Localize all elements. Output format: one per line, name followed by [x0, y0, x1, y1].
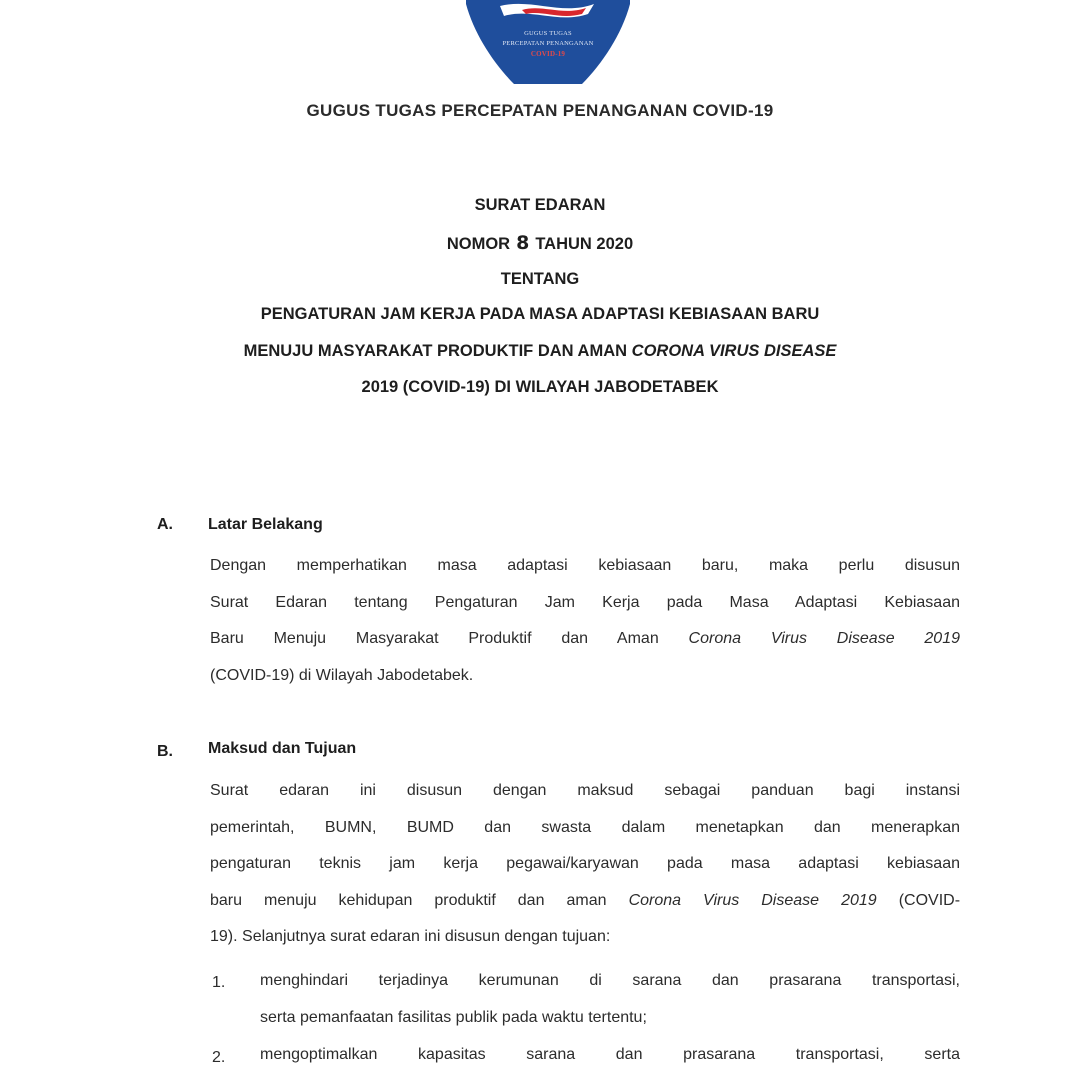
section-a-line-4: (COVID-19) di Wilayah Jabodetabek. [210, 666, 474, 684]
section-a-line-2: Surat Edaran tentang Pengaturan Jam Kerja pada Masa Adaptasi Kebiasaan [210, 593, 960, 611]
logo-text-line2: PERCEPATAN PENANGANAN [502, 40, 594, 47]
section-b-line-3: pengaturan teknis jam kerja pegawai/karyawan pada masa adaptasi kebiasaan [210, 855, 960, 872]
section-b-line-4 [210, 883, 960, 920]
section-b-line-5: 19). Selanjutnya surat edaran ini disusun dengan tujuan: [210, 928, 611, 945]
section-b-line-4c: (COVID- [898, 891, 961, 909]
list-item-1 [260, 963, 960, 1036]
organization-name: GUGUS TUGAS PERCEPATAN PENANGANAN COVID-19 [306, 101, 774, 120]
title-line-3: 2019 (COVID-19) DI WILAYAH JABODETABEK [361, 378, 719, 396]
section-a-line-3b: Corona Virus Disease 2019 [688, 630, 960, 647]
title-line-1: PENGATURAN JAM KERJA PADA MASA ADAPTASI KEBIASAAN BARU [260, 305, 820, 323]
section-a-paragraph [210, 548, 960, 694]
section-a-line-3a: Baru Menuju Masyarakat Produktif dan Aman [210, 630, 659, 647]
section-b-line-4a: baru menuju kehidupan produktif dan aman [210, 891, 607, 909]
title-line-2 [0, 342, 1080, 361]
section-b-line-1: Surat edaran ini disusun dengan maksud sebagai panduan bagi instansi [210, 782, 960, 799]
list-item-2-line-1: mengoptimalkan kapasitas sarana dan prasarana transportasi, serta [260, 1046, 960, 1063]
number-value: 8 [516, 232, 530, 254]
document-number [0, 232, 1080, 254]
number-suffix: TAHUN 2020 [535, 235, 634, 253]
section-a-line-3 [210, 621, 960, 658]
list-item-2-number: 2. [212, 1049, 226, 1066]
section-a-letter: A. [157, 516, 173, 533]
about-label: TENTANG [500, 270, 580, 288]
section-b-paragraph [210, 773, 960, 956]
section-a-line-1: Dengan memperhatikan masa adaptasi kebiasaan baru, maka perlu disusun [210, 557, 960, 574]
title-line-2-a: MENUJU MASYARAKAT PRODUKTIF DAN AMAN [243, 342, 628, 360]
logo-text-line3: COVID-19 [530, 50, 566, 58]
list-item-1-line-1: menghindari terjadinya kerumunan di sarana dan prasarana transportasi, [260, 972, 960, 989]
section-b-line-4b: Corona Virus Disease 2019 [628, 891, 877, 909]
title-line-2-b: CORONA VIRUS DISEASE [631, 342, 837, 360]
section-b-letter: B. [157, 743, 173, 760]
covid19-task-force-logo [462, 0, 634, 86]
document-type: SURAT EDARAN [474, 196, 606, 214]
list-item-2 [260, 1037, 960, 1074]
section-b-line-2: pemerintah, BUMN, BUMD dan swasta dalam menetapkan dan menerapkan [210, 818, 960, 836]
list-item-1-line-2: serta pemanfaatan fasilitas publik pada waktu tertentu; [260, 1008, 647, 1026]
logo-text-line1: GUGUS TUGAS [524, 30, 572, 37]
number-prefix: NOMOR [446, 235, 511, 253]
section-b-heading: Maksud dan Tujuan [208, 740, 357, 757]
section-a-heading: Latar Belakang [208, 516, 323, 533]
list-item-1-number: 1. [212, 974, 226, 991]
